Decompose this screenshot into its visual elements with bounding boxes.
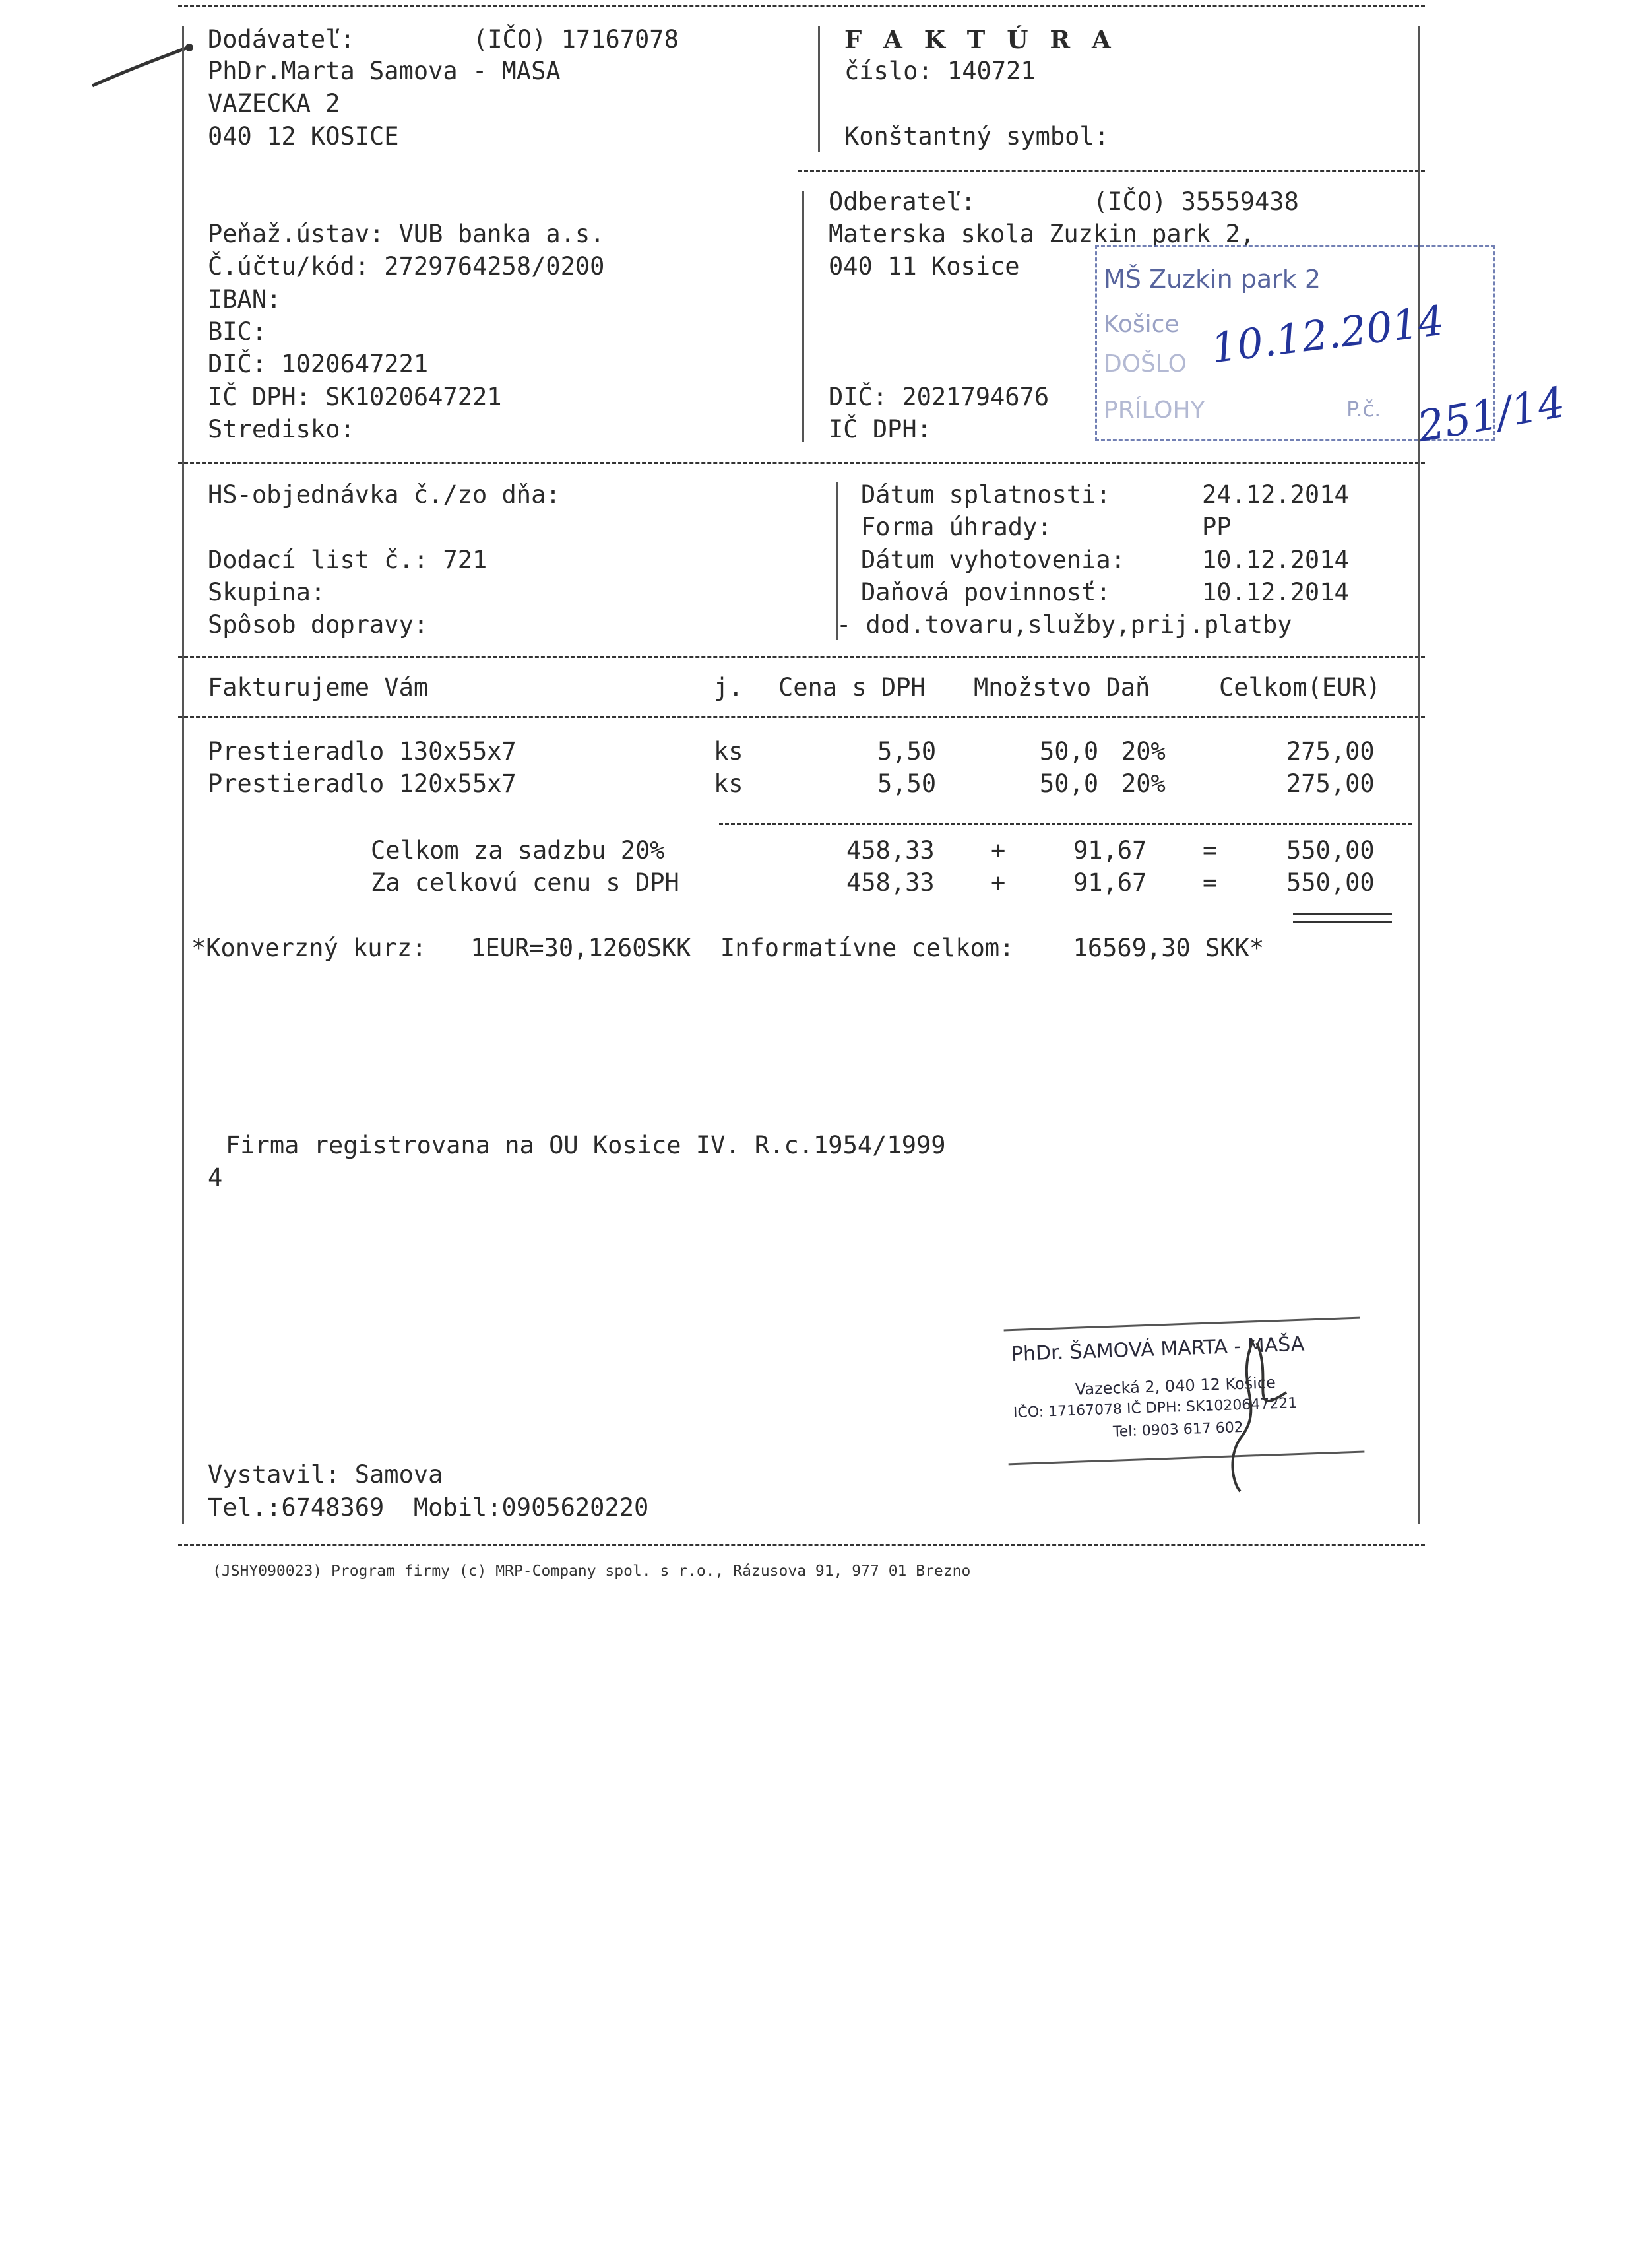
summary-vat: 91,67 — [1073, 836, 1147, 864]
items-head-desc: Fakturujeme Vám — [208, 673, 429, 701]
invoice-title: F A K T Ú R A — [844, 25, 1111, 54]
item-unit: ks — [714, 769, 743, 798]
stamp-reg-label: P.č. — [1346, 397, 1381, 422]
item-qty: 50,0 — [1040, 737, 1099, 765]
summary-total: 550,00 — [1286, 868, 1375, 897]
stamp-received: DOŠLO — [1104, 350, 1187, 377]
handwritten-reg-number: 251/14 — [1414, 378, 1569, 452]
supplier-iban: IBAN: — [208, 285, 282, 313]
transport-method: Spôsob dopravy: — [208, 610, 429, 639]
header-divider — [818, 26, 820, 152]
item-price: 5,50 — [877, 769, 937, 798]
issue-date-value: 10.12.2014 — [1202, 546, 1349, 574]
supplier-street: VAZECKA 2 — [208, 89, 340, 117]
summary-base: 458,33 — [846, 836, 935, 864]
rule-dates-bottom — [178, 656, 1425, 658]
item-desc: Prestieradlo 120x55x7 — [208, 769, 517, 798]
double-underline — [1293, 913, 1392, 923]
summary-plus: + — [991, 836, 1006, 864]
signature — [1194, 1326, 1326, 1498]
supplier-account: Č.účtu/kód: 2729764258/0200 — [208, 252, 605, 280]
left-border — [182, 26, 184, 1524]
due-date-value: 24.12.2014 — [1202, 480, 1349, 509]
summary-base: 458,33 — [846, 868, 935, 897]
pen-stroke-mark — [89, 40, 201, 92]
summary-total: 550,00 — [1286, 836, 1375, 864]
phone-contact: Tel.:6748369 Mobil:0905620220 — [208, 1493, 649, 1522]
summary-plus: + — [991, 868, 1006, 897]
customer-name: Materska skola Zuzkin park 2, — [829, 220, 1255, 248]
supplier-name: PhDr.Marta Samova - MASA — [208, 57, 561, 85]
item-vat: 20% — [1121, 737, 1166, 765]
supplier-center: Stredisko: — [208, 415, 355, 443]
summary-label: Celkom za sadzbu 20% — [371, 836, 665, 864]
items-head-unit: j. — [714, 673, 743, 701]
constant-symbol: Konštantný symbol: — [844, 122, 1109, 150]
item-qty: 50,0 — [1040, 769, 1099, 798]
item-price: 5,50 — [877, 737, 937, 765]
tax-duty-value: 10.12.2014 — [1202, 578, 1349, 606]
rule-header-bottom — [178, 462, 1425, 464]
rule-items-head-bottom — [178, 716, 1425, 718]
customer-icdph: IČ DPH: — [829, 415, 931, 443]
summary-eq: = — [1203, 836, 1218, 864]
seller-stamp-phone: Tel: 0903 617 602 — [1112, 1419, 1244, 1441]
stamp-attachments: PRÍLOHY — [1104, 397, 1205, 424]
item-unit: ks — [714, 737, 743, 765]
tax-duty-label: Daňová povinnosť: — [861, 578, 1111, 606]
customer-divider — [802, 191, 804, 442]
supplier-city: 040 12 KOSICE — [208, 122, 399, 150]
rule-bottom — [178, 1544, 1425, 1546]
items-head-total: Celkom(EUR) — [1219, 673, 1381, 701]
issue-date-label: Dátum vyhotovenia: — [861, 546, 1125, 574]
summary-vat: 91,67 — [1073, 868, 1147, 897]
page-number: 4 — [208, 1163, 223, 1192]
issuer: Vystavil: Samova — [208, 1460, 443, 1489]
order-group: Skupina: — [208, 578, 326, 606]
items-head-price: Cena s DPH — [778, 673, 926, 701]
customer-label: Odberateľ: — [829, 187, 976, 216]
program-footer: (JSHY090023) Program firmy (c) MRP-Company spol. s r.o., Rázusova 91, 977 01 Brezno — [212, 1563, 971, 1580]
supplier-ico: (IČO) 17167078 — [473, 25, 679, 53]
due-date-label: Dátum splatnosti: — [861, 480, 1111, 509]
item-vat: 20% — [1121, 769, 1166, 798]
supplier-bic: BIC: — [208, 317, 267, 346]
supplier-bank: Peňaž.ústav: VUB banka a.s. — [208, 220, 605, 248]
items-head-qty-tax: Množstvo Daň — [974, 673, 1150, 701]
seller-stamp-ids: IČO: 17167078 IČ DPH: SK1020647221 — [1013, 1395, 1298, 1422]
summary-eq: = — [1203, 868, 1218, 897]
stamp-school: MŠ Zuzkin park 2 — [1104, 265, 1321, 294]
supplier-dic: DIČ: 1020647221 — [208, 350, 429, 378]
customer-dic: DIČ: 2021794676 — [829, 383, 1050, 411]
registration-note: Firma registrovana na OU Kosice IV. R.c.1954/1999 — [226, 1131, 946, 1159]
customer-ico: (IČO) 35559438 — [1093, 187, 1299, 216]
tax-duty-note: - dod.tovaru,služby,prij.platby — [836, 610, 1292, 639]
order-hs: HS-objednávka č./zo dňa: — [208, 480, 561, 509]
customer-city: 040 11 Kosice — [829, 252, 1020, 280]
supplier-label: Dodávateľ: — [208, 25, 355, 53]
supplier-icdph: IČ DPH: SK1020647221 — [208, 383, 502, 411]
handwritten-date: 10.12.2014 — [1208, 296, 1447, 373]
payment-form-label: Forma úhrady: — [861, 513, 1052, 541]
rule-customer-top — [798, 170, 1425, 172]
summary-label: Za celkovú cenu s DPH — [371, 868, 679, 897]
rule-items-bottom — [719, 823, 1412, 825]
item-total: 275,00 — [1286, 737, 1375, 765]
payment-form-value: PP — [1202, 513, 1232, 541]
item-desc: Prestieradlo 130x55x7 — [208, 737, 517, 765]
stamp-city: Košice — [1104, 311, 1180, 338]
item-total: 275,00 — [1286, 769, 1375, 798]
conversion-rate: *Konverzný kurz: 1EUR=30,1260SKK Informatívne celkom: 16569,30 SKK* — [191, 934, 1265, 962]
invoice-number: číslo: 140721 — [844, 57, 1036, 85]
rule-top — [178, 5, 1425, 7]
seller-stamp-address: Vazecká 2, 040 12 Košice — [1075, 1373, 1276, 1399]
seller-stamp-name: PhDr. ŠAMOVÁ MARTA - MAŠA — [1011, 1332, 1305, 1367]
delivery-note: Dodací list č.: 721 — [208, 546, 488, 574]
